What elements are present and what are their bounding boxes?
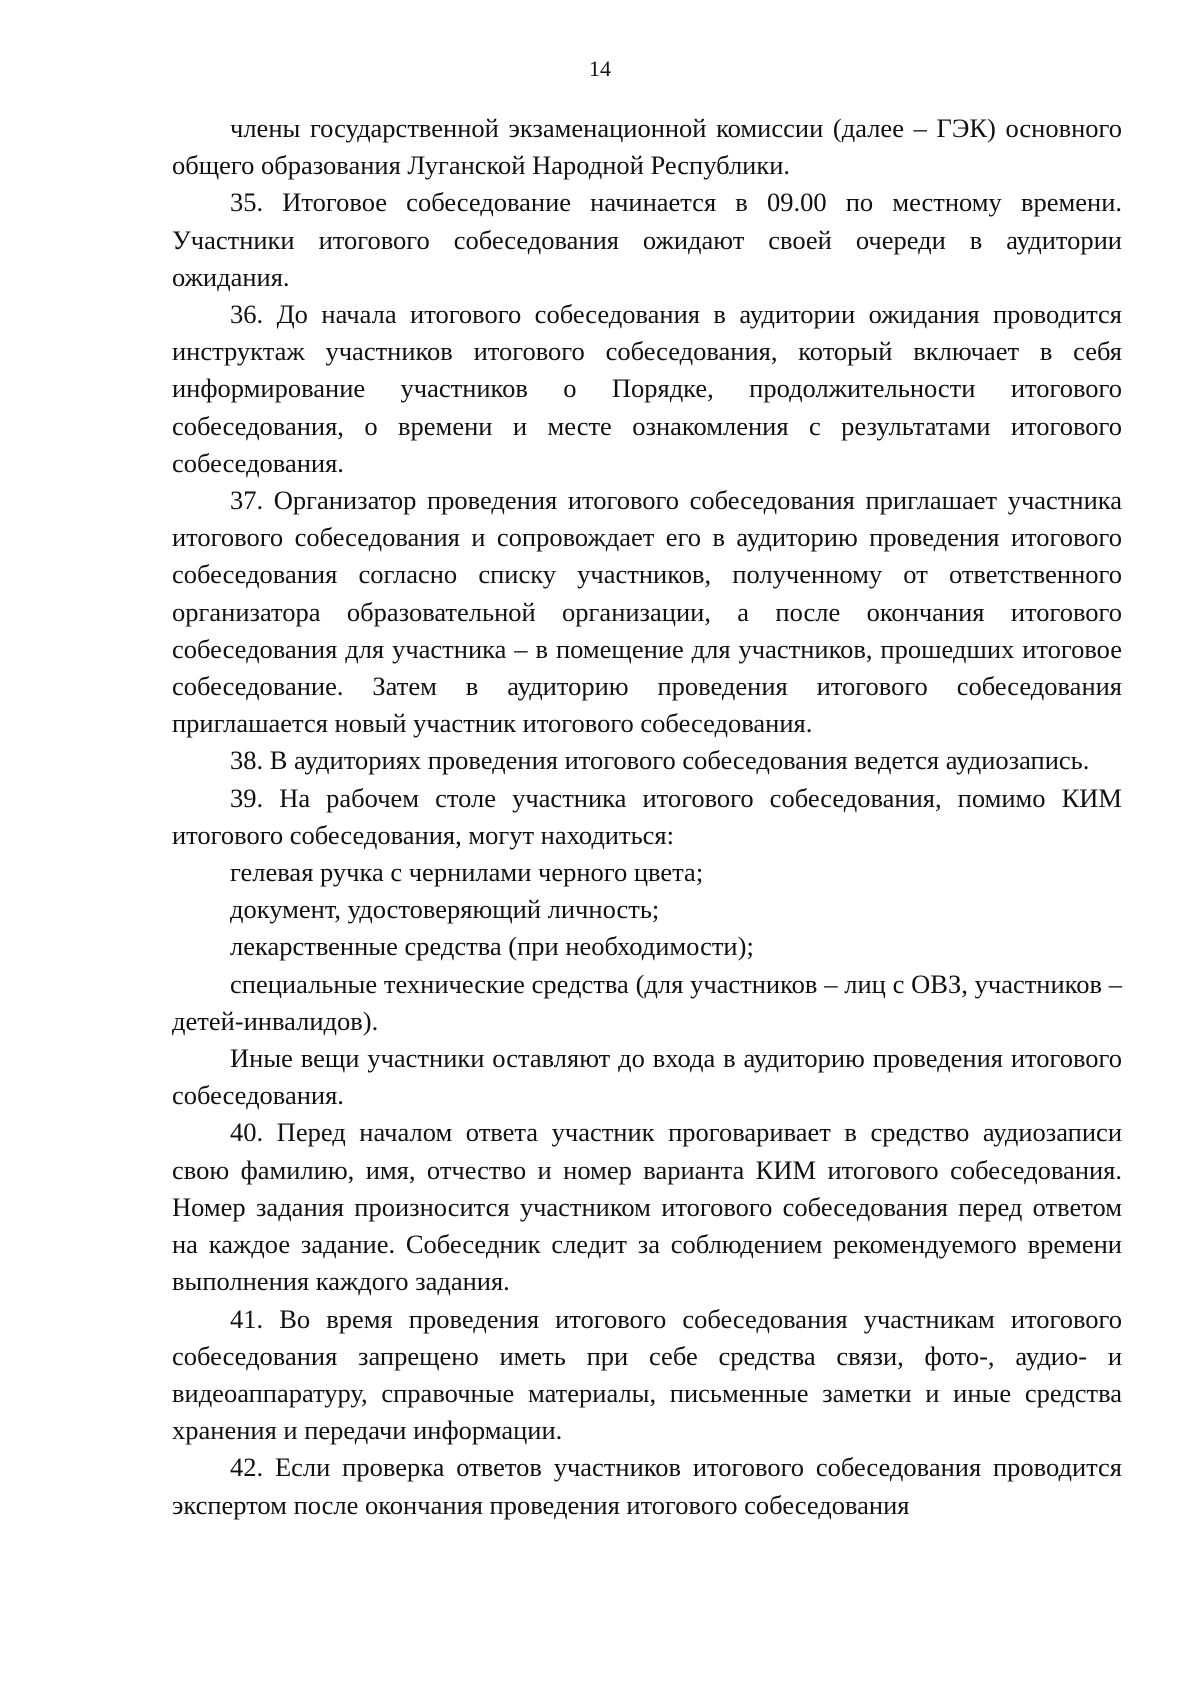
- paragraph-42: 42. Если проверка ответов участников итогового собеседования проводится экспертом после окончания проведения итогового собеседования: [172, 1452, 1122, 1520]
- paragraph-36: 36. До начала итогового собеседования в аудитории ожидания проводится инструктаж участников итогового собеседования, который включает в себя информирование участников о Порядке, продолжительности итогового собеседования, о времени и месте ознакомления с результатами итогового собеседования.: [172, 299, 1122, 478]
- page-number: 14: [589, 56, 611, 81]
- paragraph-38: 38. В аудиториях проведения итогового собеседования ведется аудиозапись.: [230, 745, 1090, 776]
- paragraph-other-items: Иные вещи участники оставляют до входа в аудиторию проведения итогового собеседования.: [172, 1043, 1122, 1111]
- paragraph-40: 40. Перед началом ответа участник проговаривает в средство аудиозаписи свою фамилию, имя, отчество и номер варианта КИМ итогового собеседования. Номер задания произносится участником итогового собеседования перед ответом на каждое задание. Собеседник следит за соблюдением рекомендуемого времени выполнения каждого задания.: [172, 1117, 1122, 1297]
- paragraph-gek-members: члены государственной экзаменационной комиссии (далее – ГЭК) основного общего образования Луганской Народной Республики.: [172, 113, 1122, 181]
- paragraph-37: 37. Организатор проведения итогового собеседования приглашает участника итогового собеседования и сопровождает его в аудиторию проведения итогового собеседования согласно списку участников, полученному от ответственного организатора образовательной организации, а после окончания итогового собеседования для участника – в помещение для участников, прошедших итоговое собеседование. Затем в аудиторию проведения итогового собеседования приглашается новый участник итогового собеседования.: [172, 485, 1122, 739]
- paragraph-39: 39. На рабочем столе участника итогового собеседования, помимо КИМ итогового собеседования, могут находиться:: [172, 782, 1122, 850]
- paragraph-41: 41. Во время проведения итогового собеседования участникам итогового собеседования запрещено иметь при себе средства связи, фото-, аудио- и видеоаппаратуру, справочные материалы, письменные заметки и иные средства хранения и передачи информации.: [172, 1303, 1122, 1446]
- paragraph-35: 35. Итоговое собеседование начинается в 09.00 по местному времени. Участники итогового собеседования ожидают своей очереди в аудитории ожидания.: [172, 187, 1122, 292]
- list-item-gel-pen: гелевая ручка с чернилами черного цвета;: [230, 857, 704, 888]
- list-item-medicines: лекарственные средства (при необходимости);: [230, 931, 754, 962]
- document-body: [172, 110, 1122, 1524]
- list-item-technical-means: специальные технические средства (для участников – лиц с ОВЗ, участников – детей-инвалидов).: [172, 968, 1122, 1036]
- list-item-id-document: документ, удостоверяющий личность;: [230, 894, 660, 925]
